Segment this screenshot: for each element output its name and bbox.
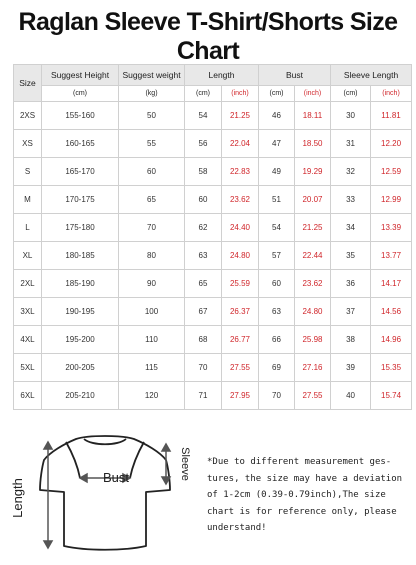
measurement-note xyxy=(207,454,407,537)
cell-weight: 60 xyxy=(119,158,185,186)
cell-bust-inch: 24.80 xyxy=(295,298,331,326)
cell-bust-inch: 18.50 xyxy=(295,130,331,158)
cell-bust-cm: 47 xyxy=(259,130,295,158)
size-chart-table xyxy=(13,64,412,410)
cell-length-cm: 54 xyxy=(185,102,222,130)
cell-height: 190-195 xyxy=(42,298,119,326)
cell-length-inch: 26.77 xyxy=(222,326,259,354)
cell-sleeve-inch: 14.96 xyxy=(371,326,412,354)
sleeve-label: Sleeve xyxy=(179,447,191,481)
cell-bust-cm: 51 xyxy=(259,186,295,214)
sleeve-arrow-top-head xyxy=(162,444,170,451)
raglan-seam-left xyxy=(66,442,80,478)
cell-length-inch: 26.37 xyxy=(222,298,259,326)
cell-weight: 65 xyxy=(119,186,185,214)
cell-height: 160-165 xyxy=(42,130,119,158)
header-size: Size xyxy=(14,65,42,102)
cell-size: 4XL xyxy=(14,326,42,354)
length-label: Length xyxy=(10,478,25,518)
cell-size: 5XL xyxy=(14,354,42,382)
unit-sleeve-cm: (cm) xyxy=(331,86,371,102)
cell-sleeve-cm: 35 xyxy=(331,242,371,270)
cell-length-inch: 22.04 xyxy=(222,130,259,158)
cell-weight: 80 xyxy=(119,242,185,270)
note-line: understand! xyxy=(207,523,267,533)
header-suggest-weight: Suggest weight xyxy=(119,65,185,86)
page-title: Raglan Sleeve T-Shirt/Shorts Size Chart xyxy=(18,8,398,65)
cell-sleeve-inch: 14.56 xyxy=(371,298,412,326)
cell-bust-cm: 69 xyxy=(259,354,295,382)
cell-bust-inch: 21.25 xyxy=(295,214,331,242)
cell-sleeve-inch: 15.74 xyxy=(371,382,412,410)
cell-length-cm: 63 xyxy=(185,242,222,270)
cell-length-cm: 62 xyxy=(185,214,222,242)
cell-bust-inch: 18.11 xyxy=(295,102,331,130)
note-line: *Due to different measurement ges- xyxy=(207,457,392,467)
cell-length-inch: 21.25 xyxy=(222,102,259,130)
table-row xyxy=(14,270,412,298)
bust-label: Bust xyxy=(102,470,130,485)
cell-size: 2XL xyxy=(14,270,42,298)
cell-length-cm: 56 xyxy=(185,130,222,158)
cell-bust-inch: 22.44 xyxy=(295,242,331,270)
note-line: of 1-2cm (0.39-0.79inch),The size xyxy=(207,490,386,500)
cell-weight: 100 xyxy=(119,298,185,326)
note-line: tures, the size may have a deviation xyxy=(207,473,403,484)
table-row xyxy=(14,354,412,382)
cell-bust-inch: 20.07 xyxy=(295,186,331,214)
cell-length-inch: 22.83 xyxy=(222,158,259,186)
cell-size: 2XS xyxy=(14,102,42,130)
table-row xyxy=(14,326,412,354)
unit-bust-cm: (cm) xyxy=(259,86,295,102)
collar xyxy=(84,439,126,444)
cell-sleeve-inch: 12.99 xyxy=(371,186,412,214)
table-row xyxy=(14,242,412,270)
cell-sleeve-cm: 30 xyxy=(331,102,371,130)
cell-bust-cm: 54 xyxy=(259,214,295,242)
cell-height: 155-160 xyxy=(42,102,119,130)
cell-weight: 110 xyxy=(119,326,185,354)
cell-length-inch: 23.62 xyxy=(222,186,259,214)
cell-bust-inch: 23.62 xyxy=(295,270,331,298)
cell-bust-cm: 60 xyxy=(259,270,295,298)
cell-sleeve-inch: 13.77 xyxy=(371,242,412,270)
cell-sleeve-cm: 34 xyxy=(331,214,371,242)
cell-height: 180-185 xyxy=(42,242,119,270)
cell-length-inch: 24.80 xyxy=(222,242,259,270)
cell-weight: 70 xyxy=(119,214,185,242)
cell-bust-cm: 46 xyxy=(259,102,295,130)
cell-length-inch: 27.55 xyxy=(222,354,259,382)
cell-length-cm: 60 xyxy=(185,186,222,214)
cell-sleeve-cm: 40 xyxy=(331,382,371,410)
cell-sleeve-inch: 12.59 xyxy=(371,158,412,186)
cell-bust-cm: 57 xyxy=(259,242,295,270)
unit-bust-inch: (inch) xyxy=(295,86,331,102)
length-arrow-bottom-head xyxy=(44,541,52,548)
cell-bust-inch: 27.55 xyxy=(295,382,331,410)
cell-weight: 120 xyxy=(119,382,185,410)
cell-length-cm: 71 xyxy=(185,382,222,410)
cell-height: 205-210 xyxy=(42,382,119,410)
unit-length-cm: (cm) xyxy=(185,86,222,102)
unit-weight-kg: (kg) xyxy=(119,86,185,102)
cell-size: XS xyxy=(14,130,42,158)
cell-sleeve-inch: 12.20 xyxy=(371,130,412,158)
cell-sleeve-inch: 13.39 xyxy=(371,214,412,242)
cell-length-inch: 25.59 xyxy=(222,270,259,298)
cell-sleeve-cm: 37 xyxy=(331,298,371,326)
cell-length-cm: 68 xyxy=(185,326,222,354)
cell-size: 6XL xyxy=(14,382,42,410)
cell-bust-inch: 19.29 xyxy=(295,158,331,186)
unit-length-inch: (inch) xyxy=(222,86,259,102)
cell-weight: 115 xyxy=(119,354,185,382)
cell-size: M xyxy=(14,186,42,214)
cell-length-cm: 67 xyxy=(185,298,222,326)
header-bust: Bust xyxy=(259,65,331,86)
cell-sleeve-cm: 39 xyxy=(331,354,371,382)
cell-size: S xyxy=(14,158,42,186)
cell-length-cm: 70 xyxy=(185,354,222,382)
cell-height: 195-200 xyxy=(42,326,119,354)
cell-length-cm: 58 xyxy=(185,158,222,186)
cell-length-cm: 65 xyxy=(185,270,222,298)
cell-sleeve-cm: 31 xyxy=(331,130,371,158)
unit-height-cm: (cm) xyxy=(42,86,119,102)
header-suggest-height: Suggest Height xyxy=(42,65,119,86)
cell-weight: 55 xyxy=(119,130,185,158)
cell-size: 3XL xyxy=(14,298,42,326)
table-row xyxy=(14,158,412,186)
cell-bust-cm: 63 xyxy=(259,298,295,326)
length-arrow-top-head xyxy=(44,442,52,449)
cell-bust-cm: 66 xyxy=(259,326,295,354)
cell-sleeve-inch: 11.81 xyxy=(371,102,412,130)
cell-weight: 50 xyxy=(119,102,185,130)
cell-height: 185-190 xyxy=(42,270,119,298)
table-row xyxy=(14,102,412,130)
table-row xyxy=(14,382,412,410)
cell-length-inch: 24.40 xyxy=(222,214,259,242)
header-length: Length xyxy=(185,65,259,86)
cell-bust-cm: 49 xyxy=(259,158,295,186)
table-row xyxy=(14,298,412,326)
table-row xyxy=(14,130,412,158)
cell-size: XL xyxy=(14,242,42,270)
cell-height: 175-180 xyxy=(42,214,119,242)
cell-weight: 90 xyxy=(119,270,185,298)
cell-sleeve-inch: 15.35 xyxy=(371,354,412,382)
cell-sleeve-cm: 32 xyxy=(331,158,371,186)
tshirt-outline xyxy=(40,436,170,550)
raglan-seam-right xyxy=(130,442,144,478)
table-row xyxy=(14,214,412,242)
bust-arrow-left-head xyxy=(80,474,87,482)
cell-bust-inch: 27.16 xyxy=(295,354,331,382)
cell-height: 165-170 xyxy=(42,158,119,186)
cell-bust-cm: 70 xyxy=(259,382,295,410)
cell-sleeve-inch: 14.17 xyxy=(371,270,412,298)
cell-sleeve-cm: 33 xyxy=(331,186,371,214)
table-row xyxy=(14,186,412,214)
cell-size: L xyxy=(14,214,42,242)
cell-length-inch: 27.95 xyxy=(222,382,259,410)
cell-height: 170-175 xyxy=(42,186,119,214)
header-sleeve-length: Sleeve Length xyxy=(331,65,412,86)
unit-sleeve-inch: (inch) xyxy=(371,86,412,102)
cell-sleeve-cm: 36 xyxy=(331,270,371,298)
sleeve-arrow-bottom-head xyxy=(162,477,170,484)
cell-height: 200-205 xyxy=(42,354,119,382)
note-line: chart is for reference only, please xyxy=(207,506,397,517)
cell-bust-inch: 25.98 xyxy=(295,326,331,354)
cell-sleeve-cm: 38 xyxy=(331,326,371,354)
